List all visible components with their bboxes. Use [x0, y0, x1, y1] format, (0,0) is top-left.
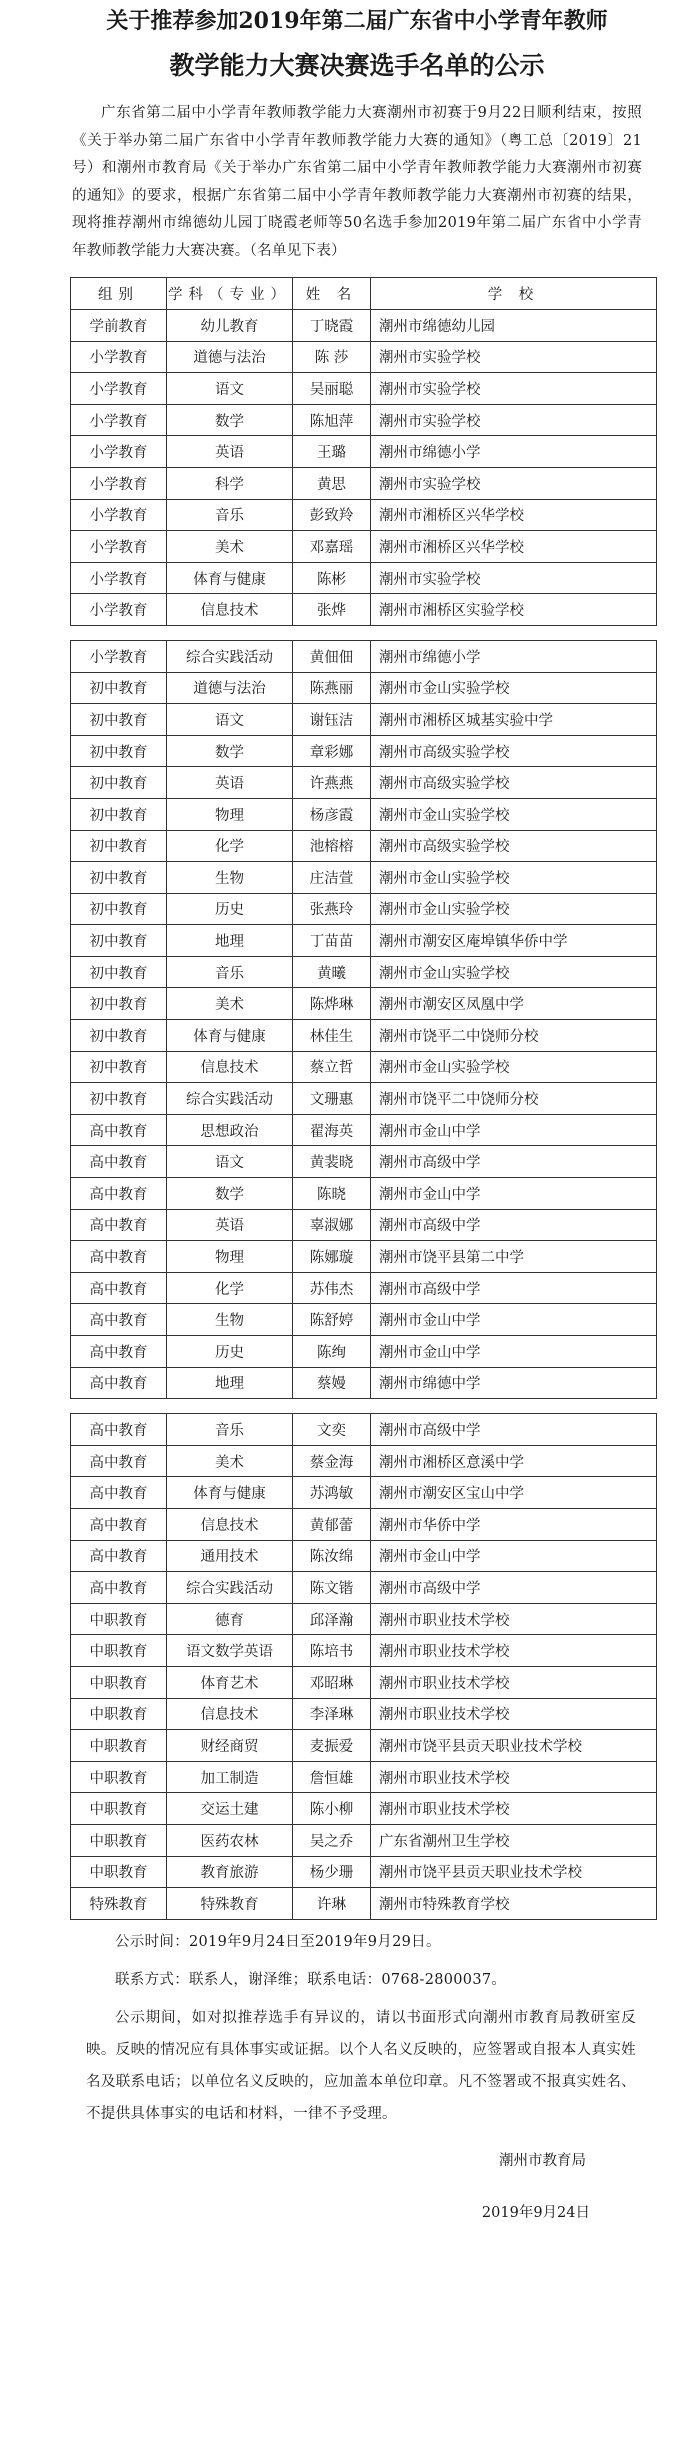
cell-name: 詹恒雄	[293, 1761, 371, 1793]
cell-school: 潮州市潮安区庵埠镇华侨中学	[371, 925, 657, 957]
cell-name: 陈绚	[293, 1336, 371, 1368]
cell-school: 潮州市高级中学	[371, 1146, 657, 1178]
cell-school: 潮州市潮安区凤凰中学	[371, 988, 657, 1020]
cell-subject: 信息技术	[167, 1698, 293, 1730]
table-row	[71, 767, 657, 799]
cell-name: 邓昭琳	[293, 1666, 371, 1698]
table-row	[71, 1477, 657, 1509]
cell-group: 中职教育	[71, 1698, 167, 1730]
cell-name: 庄洁萱	[293, 862, 371, 894]
cell-school: 潮州市绵德小学	[371, 436, 657, 468]
signer: 潮州市教育局	[499, 2152, 586, 2169]
cell-group: 小学教育	[71, 499, 167, 531]
table-row	[71, 1445, 657, 1477]
cell-school: 潮州市特殊教育学校	[371, 1888, 657, 1920]
cell-subject: 音乐	[167, 956, 293, 988]
cell-group: 高中教育	[71, 1209, 167, 1241]
cell-subject: 科学	[167, 467, 293, 499]
cell-name: 吴丽聪	[293, 373, 371, 405]
cell-subject: 综合实践活动	[167, 1572, 293, 1604]
cell-name: 邱泽瀚	[293, 1603, 371, 1635]
cell-school: 潮州市高级中学	[371, 1572, 657, 1604]
table-row	[71, 1888, 657, 1920]
cell-name: 陈彬	[293, 562, 371, 594]
cell-school: 潮州市高级实验学校	[371, 830, 657, 862]
table-row	[71, 594, 657, 626]
cell-group: 高中教育	[71, 1445, 167, 1477]
cell-subject: 物理	[167, 1241, 293, 1273]
cell-group: 小学教育	[71, 436, 167, 468]
header-subject: 学科（专业）	[167, 278, 293, 310]
cell-school: 潮州市金山中学	[371, 1178, 657, 1210]
header-name: 姓 名	[293, 278, 371, 310]
cell-subject: 交运土建	[167, 1793, 293, 1825]
cell-group: 特殊教育	[71, 1888, 167, 1920]
cell-school: 潮州市湘桥区兴华学校	[371, 499, 657, 531]
cell-group: 初中教育	[71, 735, 167, 767]
table-row	[71, 862, 657, 894]
cell-group: 高中教育	[71, 1304, 167, 1336]
table-row	[71, 1730, 657, 1762]
cell-school: 潮州市金山实验学校	[371, 672, 657, 704]
cell-school: 潮州市实验学校	[371, 373, 657, 405]
cell-subject: 数学	[167, 735, 293, 767]
candidate-table	[70, 277, 657, 1920]
cell-name: 陈舒婷	[293, 1304, 371, 1336]
cell-school: 潮州市金山实验学校	[371, 798, 657, 830]
cell-group: 小学教育	[71, 531, 167, 563]
cell-name: 邓嘉瑶	[293, 531, 371, 563]
cell-school: 潮州市实验学校	[371, 404, 657, 436]
table-row	[71, 404, 657, 436]
cell-group: 初中教育	[71, 893, 167, 925]
table-row	[71, 1635, 657, 1667]
table-row	[71, 1146, 657, 1178]
cell-subject: 化学	[167, 1272, 293, 1304]
table-row	[71, 499, 657, 531]
table-row	[71, 735, 657, 767]
cell-subject: 生物	[167, 862, 293, 894]
cell-subject: 生物	[167, 1304, 293, 1336]
cell-subject: 化学	[167, 830, 293, 862]
cell-group: 小学教育	[71, 467, 167, 499]
cell-subject: 体育与健康	[167, 1477, 293, 1509]
cell-subject: 音乐	[167, 499, 293, 531]
cell-subject: 体育艺术	[167, 1666, 293, 1698]
table-body	[71, 310, 657, 1920]
table-row	[71, 1414, 657, 1446]
cell-group: 中职教育	[71, 1635, 167, 1667]
cell-subject: 思想政治	[167, 1114, 293, 1146]
cell-group: 中职教育	[71, 1730, 167, 1762]
cell-school: 潮州市金山实验学校	[371, 893, 657, 925]
cell-group: 高中教育	[71, 1241, 167, 1273]
cell-school: 潮州市饶平县贡天职业技术学校	[371, 1856, 657, 1888]
table-row	[71, 1083, 657, 1115]
cell-name: 陈文锴	[293, 1572, 371, 1604]
table-row	[71, 531, 657, 563]
cell-group: 高中教育	[71, 1146, 167, 1178]
cell-school: 潮州市金山中学	[371, 1336, 657, 1368]
cell-group: 小学教育	[71, 404, 167, 436]
cell-school: 潮州市职业技术学校	[371, 1666, 657, 1698]
cell-group: 高中教育	[71, 1477, 167, 1509]
cell-subject: 体育与健康	[167, 562, 293, 594]
cell-school: 潮州市高级实验学校	[371, 767, 657, 799]
cell-school: 潮州市潮安区宝山中学	[371, 1477, 657, 1509]
notice-time: 公示时间：2019年9月24日至2019年9月29日。	[115, 1933, 441, 1950]
cell-group: 中职教育	[71, 1824, 167, 1856]
cell-school: 潮州市绵德中学	[371, 1367, 657, 1399]
cell-group: 高中教育	[71, 1540, 167, 1572]
table-row	[71, 1572, 657, 1604]
cell-school: 潮州市饶平二中饶师分校	[371, 1020, 657, 1052]
cell-subject: 德育	[167, 1603, 293, 1635]
cell-group: 初中教育	[71, 988, 167, 1020]
cell-subject: 地理	[167, 925, 293, 957]
cell-group: 中职教育	[71, 1856, 167, 1888]
cell-group: 小学教育	[71, 341, 167, 373]
cell-subject: 美术	[167, 531, 293, 563]
cell-name: 翟海英	[293, 1114, 371, 1146]
cell-subject: 历史	[167, 1336, 293, 1368]
cell-name: 黄裴晓	[293, 1146, 371, 1178]
cell-name: 苏伟杰	[293, 1272, 371, 1304]
cell-subject: 英语	[167, 436, 293, 468]
cell-name: 辜淑娜	[293, 1209, 371, 1241]
intro-paragraph: 广东省第二届中小学青年教师教学能力大赛潮州市初赛于9月22日顺利结束，按照《关于举办第二届广东省中小学青年教师教学能力大赛的通知》（粤工总〔2019〕21号）和潮州市教育局《关于举办广东省第二届中小学青年教师教学能力大赛潮州市初赛的通知》的要求，根据广东省第二届中小学青年教师教学能力大赛潮州市初赛的结果，现将推荐潮州市绵德幼儿园丁晓霞老师等50名选手参加2019年第二届广东省中小学青年教师教学能力大赛决赛。（名单见下表）	[72, 105, 642, 259]
table-row	[71, 704, 657, 736]
cell-name: 陈小柳	[293, 1793, 371, 1825]
cell-subject: 通用技术	[167, 1540, 293, 1572]
cell-name: 李泽琳	[293, 1698, 371, 1730]
table-row	[71, 562, 657, 594]
cell-name: 谢钰洁	[293, 704, 371, 736]
cell-subject: 数学	[167, 404, 293, 436]
table-row	[71, 925, 657, 957]
cell-school: 潮州市职业技术学校	[371, 1698, 657, 1730]
cell-group: 高中教育	[71, 1336, 167, 1368]
cell-name: 蔡立哲	[293, 1051, 371, 1083]
cell-school: 潮州市金山中学	[371, 1304, 657, 1336]
cell-subject: 教育旅游	[167, 1856, 293, 1888]
cell-name: 杨彦霞	[293, 798, 371, 830]
cell-school: 潮州市实验学校	[371, 562, 657, 594]
table-row	[71, 1824, 657, 1856]
cell-subject: 美术	[167, 988, 293, 1020]
cell-group: 高中教育	[71, 1508, 167, 1540]
cell-subject: 综合实践活动	[167, 1083, 293, 1115]
cell-name: 蔡嫚	[293, 1367, 371, 1399]
cell-group: 初中教育	[71, 830, 167, 862]
cell-school: 潮州市职业技术学校	[371, 1793, 657, 1825]
cell-subject: 信息技术	[167, 1508, 293, 1540]
cell-school: 潮州市金山实验学校	[371, 862, 657, 894]
table-header-row	[71, 278, 657, 310]
table-row	[71, 640, 657, 672]
cell-school: 潮州市职业技术学校	[371, 1603, 657, 1635]
table-row	[71, 1178, 657, 1210]
cell-school: 潮州市高级中学	[371, 1209, 657, 1241]
table-row	[71, 467, 657, 499]
cell-school: 潮州市湘桥区兴华学校	[371, 531, 657, 563]
table-row	[71, 1020, 657, 1052]
cell-school: 潮州市实验学校	[371, 341, 657, 373]
cell-subject: 数学	[167, 1178, 293, 1210]
cell-school: 潮州市湘桥区实验学校	[371, 594, 657, 626]
cell-school: 潮州市实验学校	[371, 467, 657, 499]
table-row	[71, 1856, 657, 1888]
cell-group: 学前教育	[71, 310, 167, 342]
cell-name: 王璐	[293, 436, 371, 468]
cell-name: 章彩娜	[293, 735, 371, 767]
cell-name: 麦振爱	[293, 1730, 371, 1762]
cell-school: 潮州市高级中学	[371, 1272, 657, 1304]
cell-school: 潮州市湘桥区意溪中学	[371, 1445, 657, 1477]
cell-name: 黄曦	[293, 956, 371, 988]
cell-name: 许燕燕	[293, 767, 371, 799]
table-row	[71, 798, 657, 830]
cell-group: 中职教育	[71, 1666, 167, 1698]
table-row	[71, 988, 657, 1020]
cell-group: 高中教育	[71, 1114, 167, 1146]
cell-subject: 语文	[167, 373, 293, 405]
cell-name: 黄佃佃	[293, 640, 371, 672]
header-group: 组别	[71, 278, 167, 310]
cell-name: 蔡金海	[293, 1445, 371, 1477]
table-row	[71, 1272, 657, 1304]
table-row	[71, 1666, 657, 1698]
title-line-2: 教学能力大赛决赛选手名单的公示	[169, 51, 545, 80]
cell-group: 初中教育	[71, 1020, 167, 1052]
cell-group: 高中教育	[71, 1367, 167, 1399]
cell-subject: 美术	[167, 1445, 293, 1477]
notice-objection: 公示期间，如对拟推荐选手有异议的，请以书面形式向潮州市教育局教研室反映。反映的情况应有具体事实或证据。以个人名义反映的，应签署或自报本人真实姓名及联系电话；以单位名义反映的，应加盖本单位印章。凡不签署或不报真实姓名、不提供具体事实的电话和材料，一律不予受理。	[86, 2009, 636, 2122]
table-row	[71, 1114, 657, 1146]
table-separator	[71, 1399, 657, 1414]
cell-school: 潮州市金山实验学校	[371, 956, 657, 988]
table-row	[71, 1367, 657, 1399]
cell-subject: 英语	[167, 767, 293, 799]
separator-cell	[71, 625, 657, 640]
cell-school: 潮州市饶平县第二中学	[371, 1241, 657, 1273]
table-row	[71, 1209, 657, 1241]
cell-name: 彭致羚	[293, 499, 371, 531]
cell-subject: 语文数学英语	[167, 1635, 293, 1667]
cell-name: 苏鸿敏	[293, 1477, 371, 1509]
cell-group: 高中教育	[71, 1178, 167, 1210]
table-row	[71, 672, 657, 704]
cell-school: 潮州市金山实验学校	[371, 1051, 657, 1083]
cell-name: 陈 莎	[293, 341, 371, 373]
cell-name: 陈燕丽	[293, 672, 371, 704]
cell-name: 陈烨琳	[293, 988, 371, 1020]
cell-subject: 道德与法治	[167, 341, 293, 373]
cell-subject: 语文	[167, 1146, 293, 1178]
table-row	[71, 1761, 657, 1793]
cell-group: 初中教育	[71, 767, 167, 799]
cell-subject: 英语	[167, 1209, 293, 1241]
table-row	[71, 893, 657, 925]
cell-school: 潮州市高级中学	[371, 1414, 657, 1446]
cell-group: 中职教育	[71, 1603, 167, 1635]
cell-subject: 地理	[167, 1367, 293, 1399]
cell-name: 文奕	[293, 1414, 371, 1446]
cell-school: 潮州市高级实验学校	[371, 735, 657, 767]
cell-school: 潮州市金山中学	[371, 1114, 657, 1146]
cell-school: 潮州市职业技术学校	[371, 1761, 657, 1793]
cell-name: 许琳	[293, 1888, 371, 1920]
table-row	[71, 310, 657, 342]
cell-group: 小学教育	[71, 373, 167, 405]
cell-subject: 历史	[167, 893, 293, 925]
cell-group: 初中教育	[71, 862, 167, 894]
cell-name: 张燕玲	[293, 893, 371, 925]
cell-group: 初中教育	[71, 1051, 167, 1083]
cell-subject: 音乐	[167, 1414, 293, 1446]
table-row	[71, 1304, 657, 1336]
cell-name: 池榕榕	[293, 830, 371, 862]
table-row	[71, 373, 657, 405]
cell-subject: 财经商贸	[167, 1730, 293, 1762]
cell-subject: 体育与健康	[167, 1020, 293, 1052]
cell-name: 陈汝绵	[293, 1540, 371, 1572]
cell-subject: 幼儿教育	[167, 310, 293, 342]
cell-name: 丁苗苗	[293, 925, 371, 957]
cell-group: 小学教育	[71, 640, 167, 672]
table-row	[71, 1540, 657, 1572]
cell-subject: 加工制造	[167, 1761, 293, 1793]
cell-subject: 特殊教育	[167, 1888, 293, 1920]
cell-group: 高中教育	[71, 1572, 167, 1604]
cell-group: 高中教育	[71, 1272, 167, 1304]
cell-subject: 信息技术	[167, 1051, 293, 1083]
cell-subject: 道德与法治	[167, 672, 293, 704]
table-row	[71, 1051, 657, 1083]
cell-school: 潮州市饶平二中饶师分校	[371, 1083, 657, 1115]
cell-group: 初中教育	[71, 798, 167, 830]
cell-group: 初中教育	[71, 704, 167, 736]
issue-date: 2019年9月24日	[481, 2204, 590, 2221]
cell-group: 高中教育	[71, 1414, 167, 1446]
title-line-1: 关于推荐参加2019年第二届广东省中小学青年教师	[106, 8, 608, 34]
cell-group: 初中教育	[71, 672, 167, 704]
table-row	[71, 1241, 657, 1273]
cell-school: 潮州市绵德幼儿园	[371, 310, 657, 342]
table-row	[71, 1793, 657, 1825]
cell-name: 陈旭萍	[293, 404, 371, 436]
table-row	[71, 830, 657, 862]
table-separator	[71, 625, 657, 640]
cell-school: 潮州市职业技术学校	[371, 1635, 657, 1667]
cell-name: 陈晓	[293, 1178, 371, 1210]
separator-cell	[71, 1399, 657, 1414]
cell-name: 杨少珊	[293, 1856, 371, 1888]
table-row	[71, 341, 657, 373]
table-row	[71, 1698, 657, 1730]
cell-subject: 综合实践活动	[167, 640, 293, 672]
cell-school: 潮州市饶平县贡天职业技术学校	[371, 1730, 657, 1762]
cell-group: 初中教育	[71, 925, 167, 957]
cell-group: 初中教育	[71, 956, 167, 988]
cell-subject: 物理	[167, 798, 293, 830]
cell-name: 陈培书	[293, 1635, 371, 1667]
table-row	[71, 1603, 657, 1635]
header-school: 学 校	[371, 278, 657, 310]
cell-group: 小学教育	[71, 562, 167, 594]
cell-subject: 语文	[167, 704, 293, 736]
cell-name: 林佳生	[293, 1020, 371, 1052]
cell-name: 张烨	[293, 594, 371, 626]
cell-name: 黄思	[293, 467, 371, 499]
cell-name: 吴之乔	[293, 1824, 371, 1856]
cell-school: 潮州市华侨中学	[371, 1508, 657, 1540]
cell-subject: 信息技术	[167, 594, 293, 626]
cell-group: 初中教育	[71, 1083, 167, 1115]
cell-name: 陈娜璇	[293, 1241, 371, 1273]
cell-name: 黄郁蕾	[293, 1508, 371, 1540]
table-row	[71, 956, 657, 988]
cell-group: 中职教育	[71, 1761, 167, 1793]
table-row	[71, 1336, 657, 1368]
notice-contact: 联系方式：联系人，谢泽维；联系电话：0768-2800037。	[115, 1971, 507, 1988]
cell-group: 中职教育	[71, 1793, 167, 1825]
cell-school: 潮州市湘桥区城基实验中学	[371, 704, 657, 736]
table-row	[71, 1508, 657, 1540]
cell-school: 潮州市金山中学	[371, 1540, 657, 1572]
cell-name: 丁晓霞	[293, 310, 371, 342]
table-row	[71, 436, 657, 468]
cell-subject: 医药农林	[167, 1824, 293, 1856]
cell-name: 文珊惠	[293, 1083, 371, 1115]
cell-school: 潮州市绵德小学	[371, 640, 657, 672]
cell-school: 广东省潮州卫生学校	[371, 1824, 657, 1856]
cell-group: 小学教育	[71, 594, 167, 626]
